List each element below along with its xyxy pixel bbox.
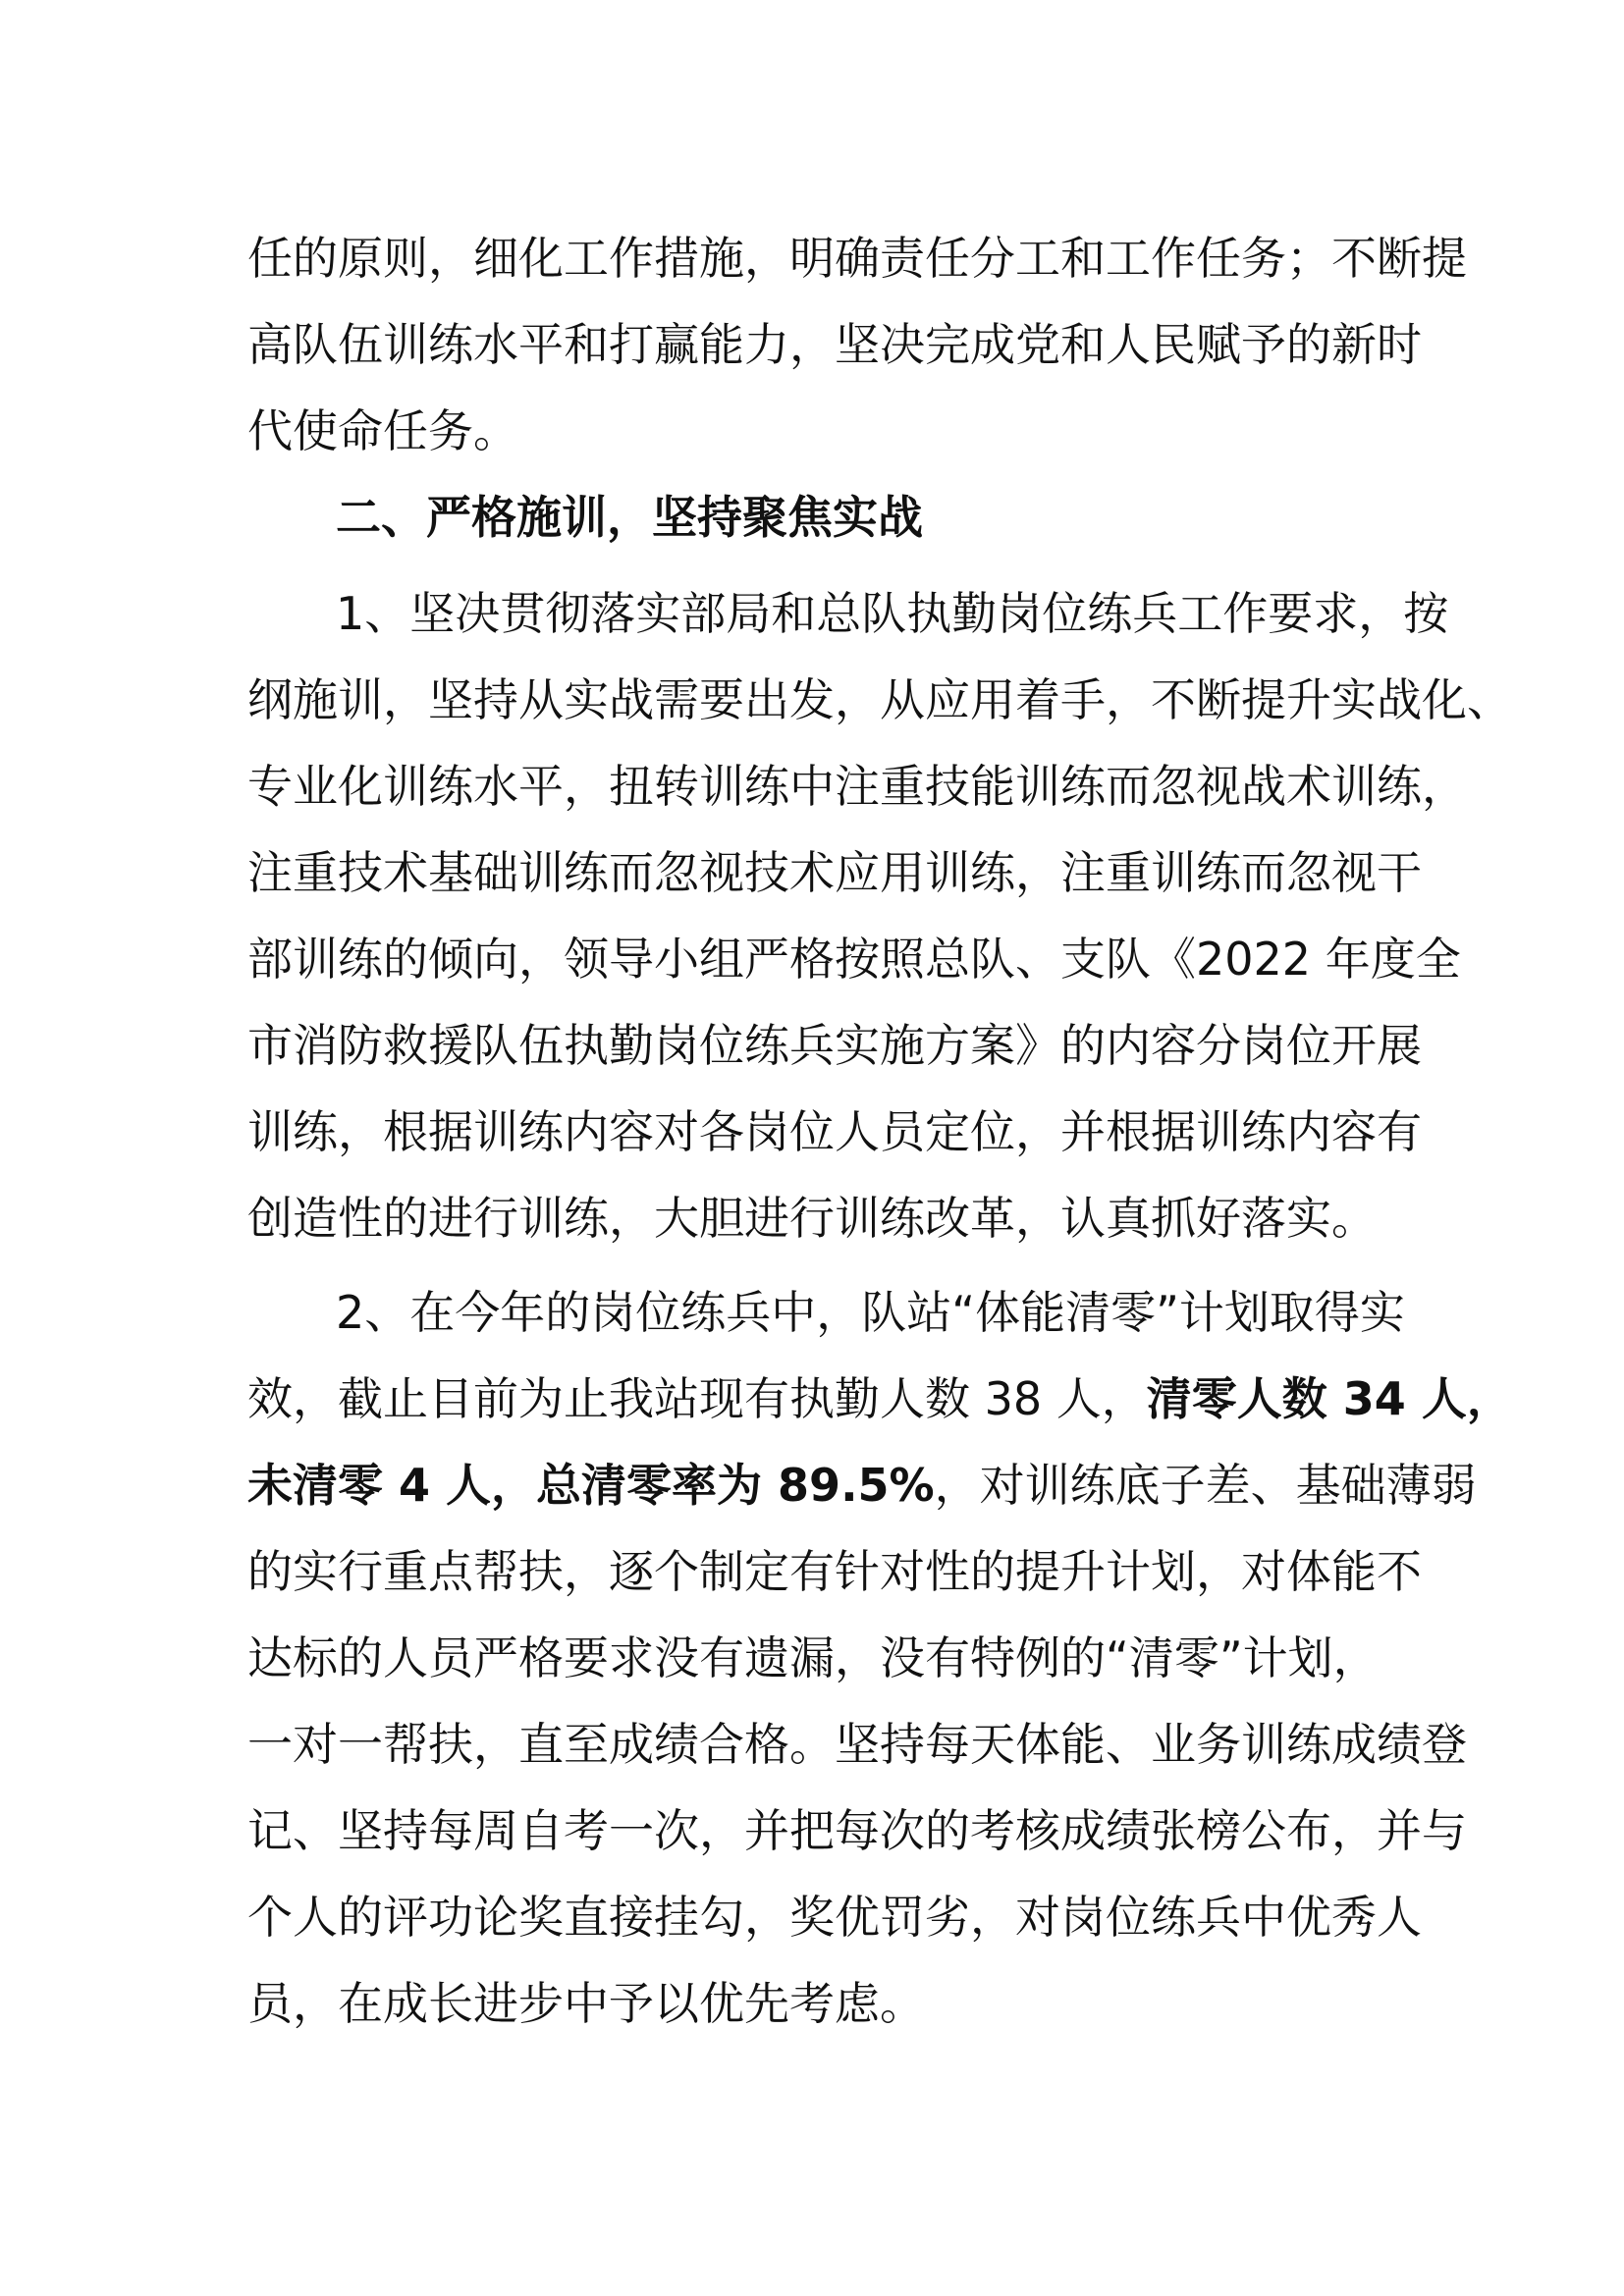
- item-1-line-5: 部训练的倾向，领导小组严格按照总队、支队《2022 年度全: [247, 933, 1461, 986]
- item-1-line-4: 注重技术基础训练而忽视技术应用训练，注重训练而忽视干: [247, 846, 1422, 899]
- item-1-line-3: 专业化训练水平，扭转训练中注重技能训练而忽视战术训练，: [247, 760, 1467, 813]
- item-2-line-5: 达标的人员严格要求没有遗漏，没有特例的“清零”计划，: [247, 1631, 1379, 1684]
- continuation-line-1: 任的原则，细化工作措施，明确责任分工和工作任务；不断提: [247, 232, 1467, 285]
- continuation-line-3: 代使命任务。: [247, 404, 518, 457]
- item-2-line-3: [247, 1451, 1477, 1520]
- item-2-line-3-bold: 未清零 4 人，总清零率为 89.5%: [247, 1459, 935, 1512]
- item-2-line-6: 一对一帮扶，直至成绩合格。坚持每天体能、业务训练成绩登: [247, 1718, 1467, 1771]
- item-1-line-2: 纲施训，坚持从实战需要出发，从应用着手，不断提升实战化、: [247, 673, 1512, 726]
- item-1-line-7: 训练，根据训练内容对各岗位人员定位，并根据训练内容有: [247, 1105, 1422, 1158]
- item-2-line-2: [247, 1364, 1512, 1433]
- item-2-line-1: 2、在今年的岗位练兵中，队站“体能清零”计划取得实: [336, 1286, 1405, 1339]
- item-2-line-7: 记、坚持每周自考一次，并把每次的考核成绩张榜公布，并与: [247, 1804, 1467, 1857]
- item-2-line-8: 个人的评功论奖直接挂勾，奖优罚劣，对岗位练兵中优秀人: [247, 1891, 1422, 1944]
- item-2-line-4: 的实行重点帮扶，逐个制定有针对性的提升计划，对体能不: [247, 1545, 1422, 1598]
- item-2-line-2-bold: 清零人数 34 人，: [1146, 1372, 1512, 1425]
- section-heading: 二、严格施训，坚持聚焦实战: [336, 491, 923, 544]
- item-1-line-1: 1、坚决贯彻落实部局和总队执勤岗位练兵工作要求，按: [336, 587, 1449, 640]
- item-2-line-2-text: 效，截止目前为止我站现有执勤人数 38 人，: [247, 1372, 1147, 1425]
- item-1-line-6: 市消防救援队伍执勤岗位练兵实施方案》的内容分岗位开展: [247, 1019, 1422, 1072]
- item-2-line-9: 员，在成长进步中予以优先考虑。: [247, 1977, 925, 2030]
- continuation-line-2: 高队伍训练水平和打赢能力，坚决完成党和人民赋予的新时: [247, 318, 1422, 371]
- item-1-line-8: 创造性的进行训练，大胆进行训练改革，认真抓好落实。: [247, 1192, 1377, 1245]
- item-2-line-3-text: ，对训练底子差、基础薄弱: [934, 1459, 1477, 1512]
